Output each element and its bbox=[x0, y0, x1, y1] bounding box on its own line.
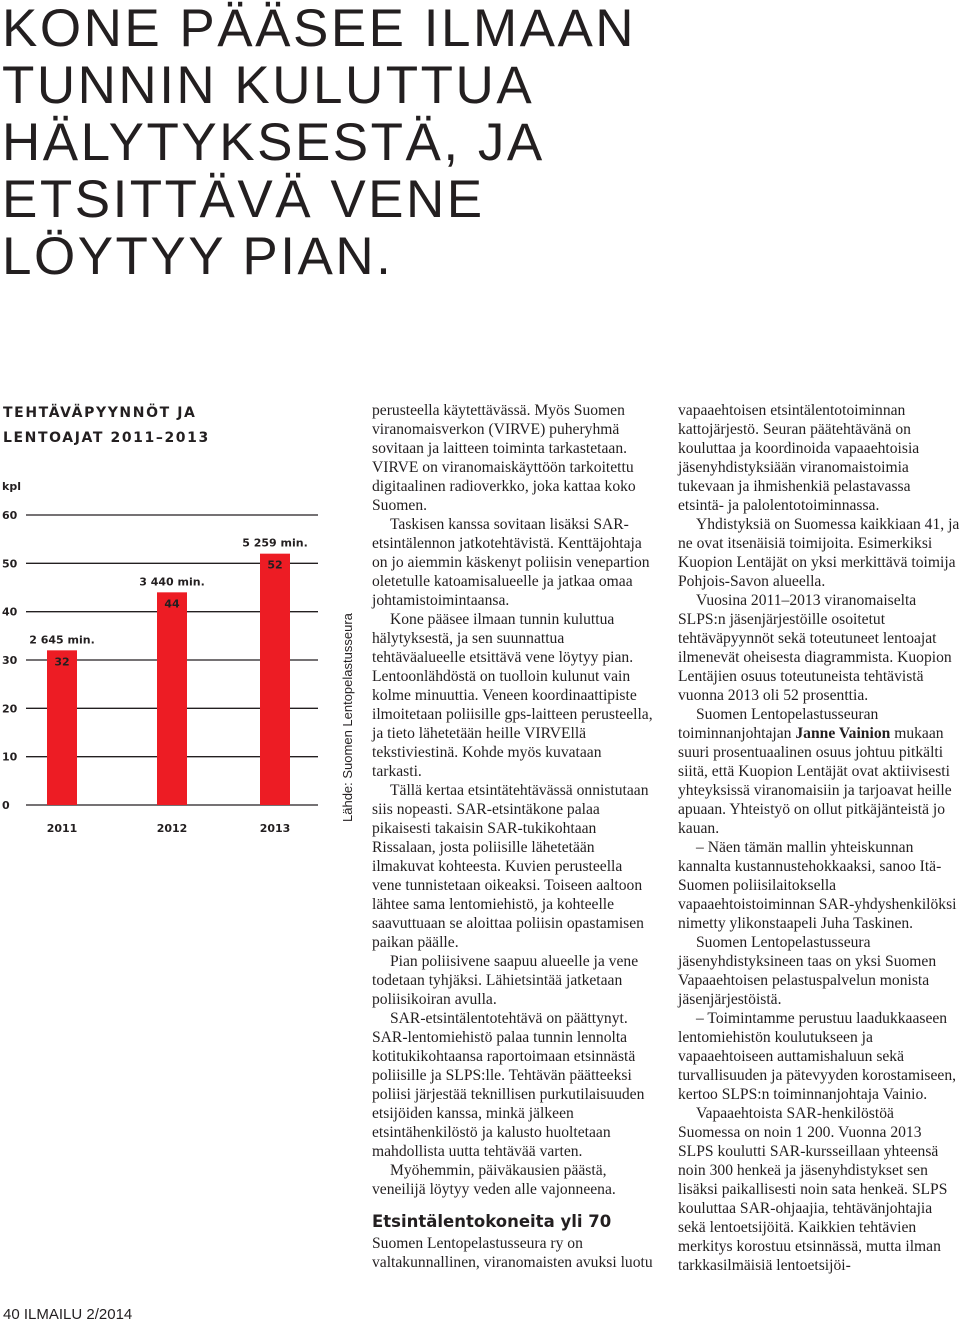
y-tick-label: 50 bbox=[2, 557, 18, 571]
y-tick-label: 10 bbox=[2, 750, 18, 764]
headline-line: HÄLYTYKSESTÄ, JA bbox=[2, 113, 545, 172]
chart-title bbox=[3, 401, 303, 451]
bar-chart bbox=[0, 470, 320, 840]
y-axis-label: kpl bbox=[2, 480, 21, 493]
paragraph: Vuosina 2011–2013 viranomaiselta SLPS:n jäsenjärjestöille osoitetut tehtäväpyynnöt sekä toteutuneet lentoajat ilmenevät oheisesta diagrammista. Kuopion Lentäjien osuus toteutuneista tehtävistä vuonna 2013 oli 52 prosenttia. bbox=[678, 592, 952, 704]
article-column-1 bbox=[372, 401, 654, 1272]
paragraph: Taskisen kanssa sovitaan lisäksi SAR-etsintälennon jatkotehtävistä. Kenttäjohtaja on jo aiemmin käskenyt poliisin venepartion oletetulle katoamisalueelle ja jatkaa omaa johtamistoimintaansa. bbox=[372, 516, 650, 609]
y-tick-label: 60 bbox=[2, 509, 18, 522]
person-name: Janne Vainion bbox=[795, 725, 891, 742]
paragraph: Kone pääsee ilmaan tunnin kuluttua hälytyksestä, ja sen suunnattua tehtäväalueelle etsittävä vene löytyy pian. Lentoonlähdöstä on tuolloin kulunut vain kolme minuuttia. Veneen koordinaattipiste ilmoitetaan poliisille gps-laitteen perusteella, ja tieto lähetetään heille VIRVEllä tekstiviestinä. Kohde myös kuvataan tarkasti. bbox=[372, 611, 653, 780]
bar-minutes-label: 2 645 min. bbox=[29, 633, 95, 647]
paragraph: Yhdistyksiä on Suomessa kaikkiaan 41, ja ne ovat itsenäisiä toimijoita. Esimerkiksi Kuopion Lentäjät on yksi merkittävä toimija Pohjois-Savon alueella. bbox=[678, 516, 960, 590]
bar bbox=[157, 592, 187, 805]
y-tick-label: 40 bbox=[2, 605, 18, 619]
paragraph: Myöhemmin, päiväkausien päästä, veneilijä löytyy veden alle vajonneena. bbox=[372, 1162, 616, 1198]
bar-value-label: 52 bbox=[267, 558, 283, 572]
headline-line: ETSITTÄVÄ VENE bbox=[2, 170, 485, 229]
paragraph: SAR-etsintälentotehtävä on päättynyt. SAR-lentomiehistö palaa tunnin lennolta kotitukikohtaansa raportoimaan etsinnästä poliisille ja SLPS:lle. Tehtävän päätteeksi poliisi järjestää teknillisen purkutilaisuuden etsijöiden kanssa, minkä jälkeen etsintähenkilöstö ja kalusto huoltetaan mahdollista uutta tehtävää varten. bbox=[372, 1010, 645, 1160]
headline-line: TUNNIN KULUTTUA bbox=[2, 56, 535, 115]
text-run: mukaan suuri prosentuaalinen osuus johtuu pitkälti siitä, että Kuopion Lentäjät ovat aktiivisesti yhteyksissä viranomaisiin ja tarjoavat heille apuaan. Yhteistyö on ollut pitkäjänteistä jo kauan. bbox=[678, 725, 952, 837]
headline-line: LÖYTYY PIAN. bbox=[2, 227, 394, 286]
chart-title-line: LENTOAJAT 2011–2013 bbox=[3, 430, 210, 446]
bar bbox=[260, 554, 290, 805]
bar-minutes-label: 3 440 min. bbox=[139, 575, 205, 589]
bar bbox=[47, 650, 77, 805]
bar-minutes-label: 5 259 min. bbox=[242, 536, 308, 550]
paragraph: Suomen Lentopelastusseura ry on valtakunnallinen, viranomaisten avuksi luotu bbox=[372, 1235, 653, 1271]
chart-title-line: TEHTÄVÄPYYNNÖT JA bbox=[3, 405, 197, 421]
paragraph: Suomen Lentopelastusseura jäsenyhdistyksineen taas on yksi Suomen Vapaaehtoisen pelastuspalvelun monista jäsenjärjestöistä. bbox=[678, 934, 937, 1008]
text-run: Suomen Lentopelastusseuran toiminnanjohtajan bbox=[678, 706, 879, 742]
bar-value-label: 32 bbox=[54, 655, 70, 669]
x-tick-label: 2012 bbox=[156, 822, 188, 835]
x-tick-label: 2013 bbox=[259, 822, 291, 835]
paragraph: – Näen tämän mallin yhteiskunnan kannalta kustannustehokkaaksi, sanoo Itä-Suomen poliisilaitoksella vapaaehtoistoiminnan SAR-yhdyshenkilöksi nimetty ylikonstaapeli Juha Taskinen. bbox=[678, 839, 957, 932]
bar-value-label: 44 bbox=[164, 597, 180, 611]
y-tick-label: 30 bbox=[2, 654, 18, 667]
paragraph: Vapaaehtoista SAR-henkilöstöä Suomessa on noin 1 200. Vuonna 2013 SLPS koulutti SAR-kursseillaan yhteensä noin 300 henkeä ja jäsenyhdistykset sen lisäksi paikallisesti noin sata henkeä. SLPS kouluttaa SAR-ohjaajia, tehtävänjohtajia sekä lentoetsijöitä. Kaikkien tehtävien merkitys korostuu etsinnässä, mutta ilman tarkkasilmäisiä lentoetsijöi- bbox=[678, 1105, 948, 1274]
y-tick-label: 20 bbox=[2, 702, 18, 716]
article-column-2 bbox=[678, 401, 960, 1275]
y-tick-label: 0 bbox=[2, 799, 10, 812]
paragraph: perusteella käytettävässä. Myös Suomen viranomaisverkon (VIRVE) puheryhmä sovitaan ja laitteen toiminta tarkastetaan. VIRVE on viranomaiskäyttöön tarkoitettu digitaalinen radioverkko, joka kattaa koko Suomen. bbox=[372, 402, 636, 514]
paragraph: – Toimintamme perustuu laadukkaaseen lentomiehistön koulutukseen ja vapaaehtoiseen auttamishaluun sekä turvallisuuden ja pätevyyden korostamiseen, kertoo SLPS:n toiminnanjohtaja Vainio. bbox=[678, 1010, 957, 1103]
page-footer: 40 ILMAILU 2/2014 bbox=[3, 1306, 133, 1323]
paragraph: vapaaehtoisen etsintälentotoiminnan kattojärjestö. Seuran päätehtävänä on kouluttaa ja koordinoida vapaaehtoisia jäsenyhdistyksiään viranomaistoimia tukevaan ja ihmishenkiä pelastavassa etsintä- ja palolentotoiminnassa. bbox=[678, 402, 920, 514]
headline-line: KONE PÄÄSEE ILMAAN bbox=[2, 0, 637, 58]
paragraph: Pian poliisivene saapuu alueelle ja vene todetaan tyhjäksi. Lähietsintää jatketaan poliisikoiran avulla. bbox=[372, 953, 639, 1008]
x-tick-label: 2011 bbox=[46, 822, 78, 835]
paragraph bbox=[678, 705, 960, 838]
chart-source: Lähde: Suomen Lentopelastusseura bbox=[340, 613, 355, 822]
headline bbox=[2, 0, 637, 286]
paragraph: Tällä kertaa etsintätehtävässä onnistutaan siis nopeasti. SAR-etsintäkone palaa pikaisesti takaisin SAR-tukikohtaan Rissalaan, josta poliisille lähetetään ilmakuvat kohteesta. Kuvien perusteella vene tunnistetaan oikeaksi. Toiseen aaltoon lähtee sama lentomiehistö, ja kohteelle saavuttuaan se aloittaa poliisin opastamisen paikan päälle. bbox=[372, 782, 649, 951]
section-subheading: Etsintälentokoneita yli 70 bbox=[372, 1212, 612, 1231]
